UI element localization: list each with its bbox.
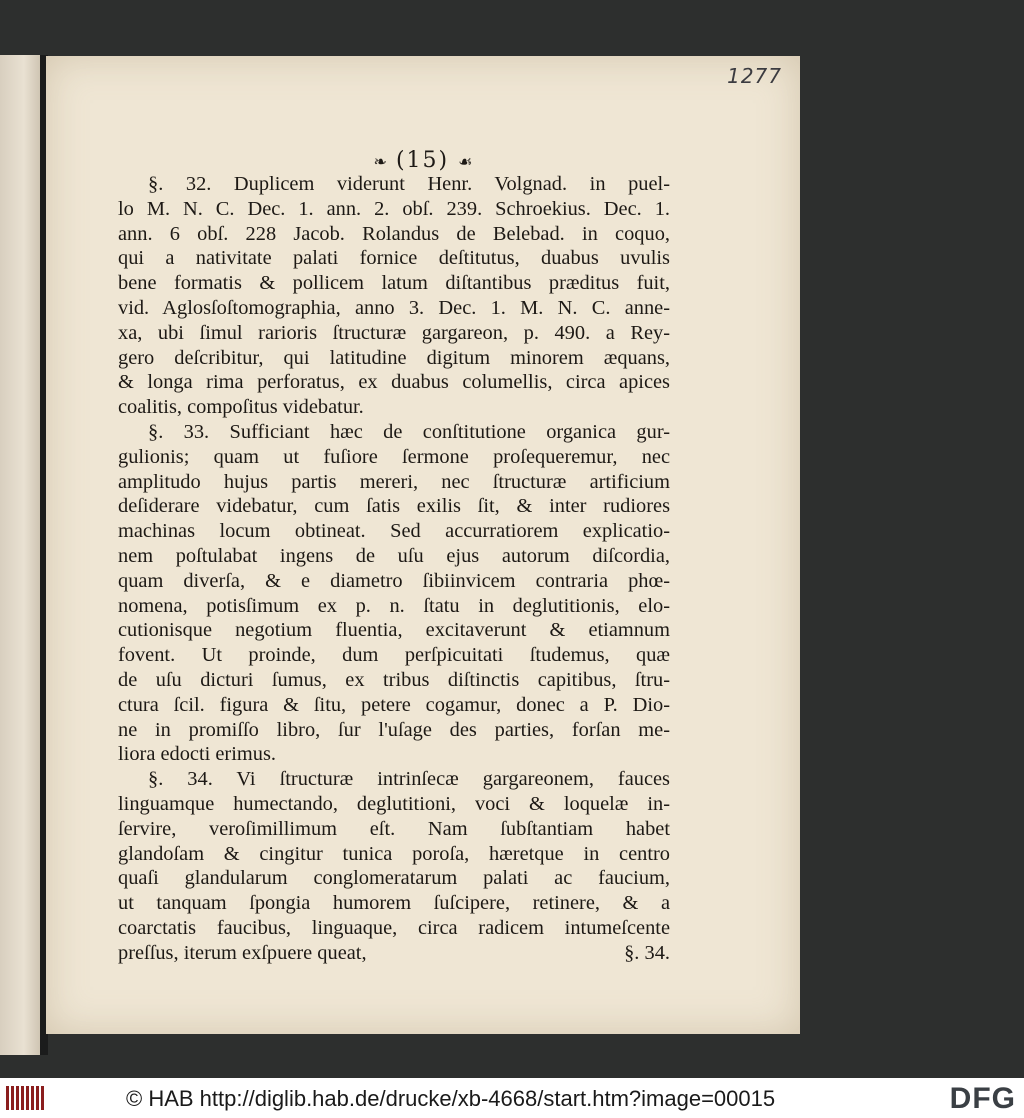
book-page: [46, 56, 800, 1034]
text-line: preſſus, iterum exſpuere queat,: [118, 941, 367, 964]
text-line: quam diverſa, & e diametro ſibiinvicem contraria phœ-: [118, 569, 670, 592]
text-line: nomena, potisſimum ex p. n. ſtatu in deglutitionis, elo-: [118, 594, 670, 617]
text-line: qui a nativitate palati fornice deſtitutus, duabus uvulis: [118, 247, 670, 270]
text-line: & longa rima perforatus, ex duabus columellis, circa apices: [118, 371, 670, 394]
text-line: §. 32. Duplicem viderunt Henr. Volgnad. in puel-: [148, 173, 670, 195]
hab-logo-icon: [6, 1086, 46, 1110]
text-line: liora edocti erimus.: [118, 743, 276, 766]
text-line: deſiderare videbatur, cum ſatis exilis ſit, & inter rudiores: [118, 495, 670, 518]
text-line: ann. 6 obſ. 228 Jacob. Rolandus de Belebad. in coquo,: [118, 222, 670, 245]
copyright-link[interactable]: © HAB http://diglib.hab.de/drucke/xb-4668/start.htm?image=00015: [126, 1086, 776, 1111]
text-line: fovent. Ut proinde, dum perſpicuitati ſtudemus, quæ: [118, 644, 670, 667]
text-line: §. 33. Sufficiant hæc de conſtitutione organica gur-: [148, 420, 670, 443]
footer-bar: [0, 1078, 1024, 1118]
text-line: ut tanquam ſpongia humorem ſuſcipere, retinere, & a: [118, 892, 670, 915]
text-line: ne in promiſſo libro, ſur l'uſage des parties, forſan me-: [118, 718, 670, 741]
text-line: machinas locum obtineat. Sed accurratiorem explicatio-: [118, 520, 670, 543]
text-line: coarctatis faucibus, linguaque, circa radicem intumeſcente: [118, 916, 670, 939]
text-line: bene formatis & pollicem latum diſtantibus præditus fuit,: [118, 272, 670, 295]
text-line: xa, ubi ſimul rarioris ſtructuræ gargareon, p. 490. a Rey-: [118, 321, 670, 344]
text-line: coalitis, compoſitus videbatur.: [118, 396, 364, 419]
body-text: [118, 172, 670, 966]
text-line: ſervire, veroſimillimum eſt. Nam ſubſtantiam habet: [118, 817, 670, 840]
text-line: gero deſcribitur, qui latitudine digitum minorem æquans,: [118, 346, 670, 369]
text-line: vid. Aglosſoſtomographia, anno 3. Dec. 1. M. N. C. anne-: [118, 296, 670, 319]
text-line: linguamque humectando, deglutitioni, voci & loquelæ in-: [118, 792, 670, 815]
text-line: nem poſtulabat ingens de uſu ejus autorum diſcordia,: [118, 544, 670, 567]
page-header: [46, 148, 800, 173]
text-line-final: [118, 941, 670, 966]
text-line: de uſu dicturi ſumus, ex tribus diſtinctis capitibus, ſtru-: [118, 668, 670, 691]
text-line: §. 34. Vi ſtructuræ intrinſecæ gargareonem, fauces: [148, 768, 670, 791]
text-line: quaſi glandularum conglomeratarum palati ac faucium,: [118, 867, 670, 890]
text-line: amplitudo hujus partis mereri, nec ſtructuræ artificium: [118, 470, 670, 493]
catchword: §. 34.: [624, 941, 670, 964]
ornament-left-icon: ❧: [373, 152, 387, 171]
ornament-right-icon: ☙: [458, 152, 473, 171]
page-number: (15): [395, 148, 450, 173]
text-line: ctura ſcil. figura & ſitu, petere cogamur, donec a P. Dio-: [118, 693, 670, 716]
adjacent-page-edge: [0, 55, 40, 1055]
dfg-logo: DFG: [949, 1082, 1016, 1115]
text-line: cutionisque negotium fluentia, excitaverunt & etiamnum: [118, 619, 670, 642]
text-line: lo M. N. C. Dec. 1. ann. 2. obſ. 239. Schroekius. Dec. 1.: [118, 197, 670, 220]
text-line: gulionis; quam ut fuſiore ſermone proſequeremur, nec: [118, 445, 670, 468]
handwritten-page-number: 1277: [727, 64, 782, 88]
text-line: glandoſam & cingitur tunica poroſa, hæretque in centro: [118, 842, 670, 865]
